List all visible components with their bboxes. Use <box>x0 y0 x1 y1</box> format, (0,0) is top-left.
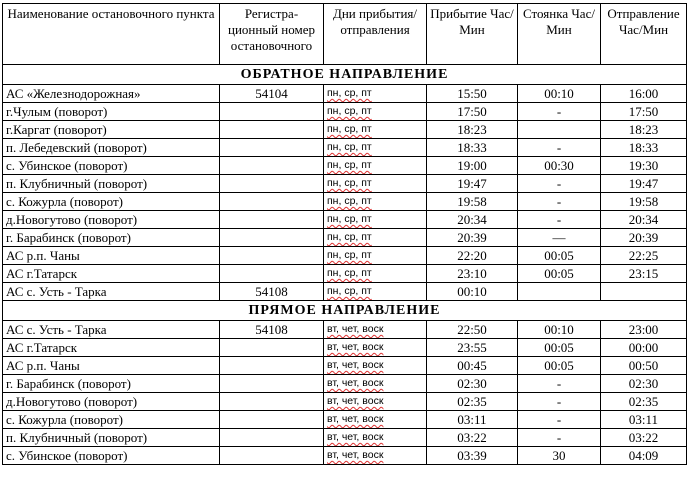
stop-cell: с. Кожурла (поворот) <box>3 411 220 429</box>
arrival-cell: 02:30 <box>427 375 518 393</box>
table-row <box>3 85 687 103</box>
stop-cell: д.Новогутово (поворот) <box>3 211 220 229</box>
stop-cell: АС р.п. Чаны <box>3 357 220 375</box>
reg-number-cell: 54108 <box>220 283 324 301</box>
departure-cell: 03:11 <box>601 411 687 429</box>
days-cell: пн, ср, пт <box>324 229 427 247</box>
header-stay: Стоянка Час/Мин <box>518 4 601 65</box>
table-row <box>3 375 687 393</box>
reg-number-cell <box>220 103 324 121</box>
header-reg: Регистра-ционный номер остановочного <box>220 4 324 65</box>
departure-cell: 00:00 <box>601 339 687 357</box>
table-row <box>3 247 687 265</box>
days-cell: пн, ср, пт <box>324 175 427 193</box>
stay-cell: 00:10 <box>518 85 601 103</box>
stop-cell: АС г.Татарск <box>3 265 220 283</box>
days-cell: пн, ср, пт <box>324 283 427 301</box>
header-departure: Отправление Час/Мин <box>601 4 687 65</box>
section-header-row <box>3 65 687 85</box>
arrival-cell: 19:58 <box>427 193 518 211</box>
stay-cell: 00:05 <box>518 265 601 283</box>
departure-cell: 19:30 <box>601 157 687 175</box>
days-cell: пн, ср, пт <box>324 139 427 157</box>
stop-cell: г. Барабинск (поворот) <box>3 375 220 393</box>
arrival-cell: 02:35 <box>427 393 518 411</box>
table-row <box>3 229 687 247</box>
departure-cell: 19:58 <box>601 193 687 211</box>
stay-cell: - <box>518 211 601 229</box>
reg-number-cell <box>220 121 324 139</box>
arrival-cell: 03:22 <box>427 429 518 447</box>
table-row <box>3 175 687 193</box>
stop-cell: г.Каргат (поворот) <box>3 121 220 139</box>
days-cell: вт, чет, воск <box>324 321 427 339</box>
stay-cell: - <box>518 193 601 211</box>
reg-number-cell <box>220 175 324 193</box>
section-header-row <box>3 301 687 321</box>
arrival-cell: 18:23 <box>427 121 518 139</box>
arrival-cell: 22:50 <box>427 321 518 339</box>
days-cell: вт, чет, воск <box>324 393 427 411</box>
stay-cell: 00:05 <box>518 247 601 265</box>
table-row <box>3 157 687 175</box>
table-row <box>3 357 687 375</box>
arrival-cell: 20:34 <box>427 211 518 229</box>
stop-cell: г. Барабинск (поворот) <box>3 229 220 247</box>
stay-cell: 00:05 <box>518 339 601 357</box>
arrival-cell: 19:00 <box>427 157 518 175</box>
stay-cell: - <box>518 139 601 157</box>
table-row <box>3 321 687 339</box>
stop-cell: д.Новогутово (поворот) <box>3 393 220 411</box>
days-cell: пн, ср, пт <box>324 103 427 121</box>
departure-cell: 02:35 <box>601 393 687 411</box>
reg-number-cell: 54104 <box>220 85 324 103</box>
reg-number-cell <box>220 429 324 447</box>
days-cell: пн, ср, пт <box>324 157 427 175</box>
departure-cell: 23:15 <box>601 265 687 283</box>
days-cell: пн, ср, пт <box>324 211 427 229</box>
header-row <box>3 4 687 65</box>
days-cell: вт, чет, воск <box>324 447 427 465</box>
header-days: Дни прибытия/ отправления <box>324 4 427 65</box>
arrival-cell: 17:50 <box>427 103 518 121</box>
departure-cell: 04:09 <box>601 447 687 465</box>
days-cell: вт, чет, воск <box>324 375 427 393</box>
section-title: ОБРАТНОЕ НАПРАВЛЕНИЕ <box>3 65 687 85</box>
reg-number-cell <box>220 447 324 465</box>
stay-cell: 00:30 <box>518 157 601 175</box>
table-row <box>3 429 687 447</box>
arrival-cell: 00:10 <box>427 283 518 301</box>
table-row <box>3 265 687 283</box>
arrival-cell: 19:47 <box>427 175 518 193</box>
table-row <box>3 211 687 229</box>
departure-cell: 17:50 <box>601 103 687 121</box>
departure-cell: 16:00 <box>601 85 687 103</box>
stop-cell: АС с. Усть - Тарка <box>3 321 220 339</box>
reg-number-cell <box>220 247 324 265</box>
stop-cell: АС с. Усть - Тарка <box>3 283 220 301</box>
stay-cell: - <box>518 393 601 411</box>
days-cell: пн, ср, пт <box>324 265 427 283</box>
reg-number-cell <box>220 393 324 411</box>
days-cell: пн, ср, пт <box>324 121 427 139</box>
table-row <box>3 103 687 121</box>
arrival-cell: 00:45 <box>427 357 518 375</box>
stay-cell: - <box>518 429 601 447</box>
days-cell: вт, чет, воск <box>324 429 427 447</box>
reg-number-cell <box>220 339 324 357</box>
stop-cell: с. Убинское (поворот) <box>3 157 220 175</box>
reg-number-cell <box>220 157 324 175</box>
arrival-cell: 03:39 <box>427 447 518 465</box>
stay-cell: - <box>518 175 601 193</box>
stop-cell: АС г.Татарск <box>3 339 220 357</box>
schedule-body <box>3 4 687 465</box>
reg-number-cell <box>220 411 324 429</box>
table-row <box>3 447 687 465</box>
stop-cell: с. Кожурла (поворот) <box>3 193 220 211</box>
arrival-cell: 18:33 <box>427 139 518 157</box>
departure-cell: 20:34 <box>601 211 687 229</box>
table-row <box>3 283 687 301</box>
stay-cell: - <box>518 411 601 429</box>
departure-cell <box>601 283 687 301</box>
arrival-cell: 20:39 <box>427 229 518 247</box>
arrival-cell: 15:50 <box>427 85 518 103</box>
departure-cell: 00:50 <box>601 357 687 375</box>
days-cell: пн, ср, пт <box>324 247 427 265</box>
reg-number-cell <box>220 229 324 247</box>
reg-number-cell <box>220 139 324 157</box>
stay-cell: 00:10 <box>518 321 601 339</box>
departure-cell: 20:39 <box>601 229 687 247</box>
days-cell: вт, чет, воск <box>324 411 427 429</box>
header-arrival: Прибытие Час/Мин <box>427 4 518 65</box>
stop-cell: п. Клубничный (поворот) <box>3 175 220 193</box>
stay-cell: 30 <box>518 447 601 465</box>
stay-cell <box>518 121 601 139</box>
table-row <box>3 411 687 429</box>
stay-cell: — <box>518 229 601 247</box>
stay-cell: 00:05 <box>518 357 601 375</box>
days-cell: вт, чет, воск <box>324 339 427 357</box>
table-row <box>3 121 687 139</box>
reg-number-cell <box>220 211 324 229</box>
table-row <box>3 139 687 157</box>
departure-cell: 18:23 <box>601 121 687 139</box>
stop-cell: АС р.п. Чаны <box>3 247 220 265</box>
days-cell: пн, ср, пт <box>324 193 427 211</box>
arrival-cell: 03:11 <box>427 411 518 429</box>
reg-number-cell <box>220 357 324 375</box>
table-row <box>3 193 687 211</box>
departure-cell: 22:25 <box>601 247 687 265</box>
stop-cell: г.Чулым (поворот) <box>3 103 220 121</box>
stop-cell: п. Лебедевский (поворот) <box>3 139 220 157</box>
header-stop: Наименование остановочного пункта <box>3 4 220 65</box>
arrival-cell: 23:10 <box>427 265 518 283</box>
stop-cell: с. Убинское (поворот) <box>3 447 220 465</box>
stay-cell <box>518 283 601 301</box>
section-title: ПРЯМОЕ НАПРАВЛЕНИЕ <box>3 301 687 321</box>
reg-number-cell <box>220 265 324 283</box>
reg-number-cell <box>220 375 324 393</box>
arrival-cell: 23:55 <box>427 339 518 357</box>
stop-cell: п. Клубничный (поворот) <box>3 429 220 447</box>
table-row <box>3 339 687 357</box>
days-cell: вт, чет, воск <box>324 357 427 375</box>
schedule-table <box>2 3 687 465</box>
departure-cell: 18:33 <box>601 139 687 157</box>
departure-cell: 02:30 <box>601 375 687 393</box>
reg-number-cell <box>220 193 324 211</box>
stay-cell: - <box>518 103 601 121</box>
departure-cell: 19:47 <box>601 175 687 193</box>
days-cell: пн, ср, пт <box>324 85 427 103</box>
departure-cell: 23:00 <box>601 321 687 339</box>
arrival-cell: 22:20 <box>427 247 518 265</box>
table-row <box>3 393 687 411</box>
departure-cell: 03:22 <box>601 429 687 447</box>
stop-cell: АС «Железнодорожная» <box>3 85 220 103</box>
reg-number-cell: 54108 <box>220 321 324 339</box>
stay-cell: - <box>518 375 601 393</box>
